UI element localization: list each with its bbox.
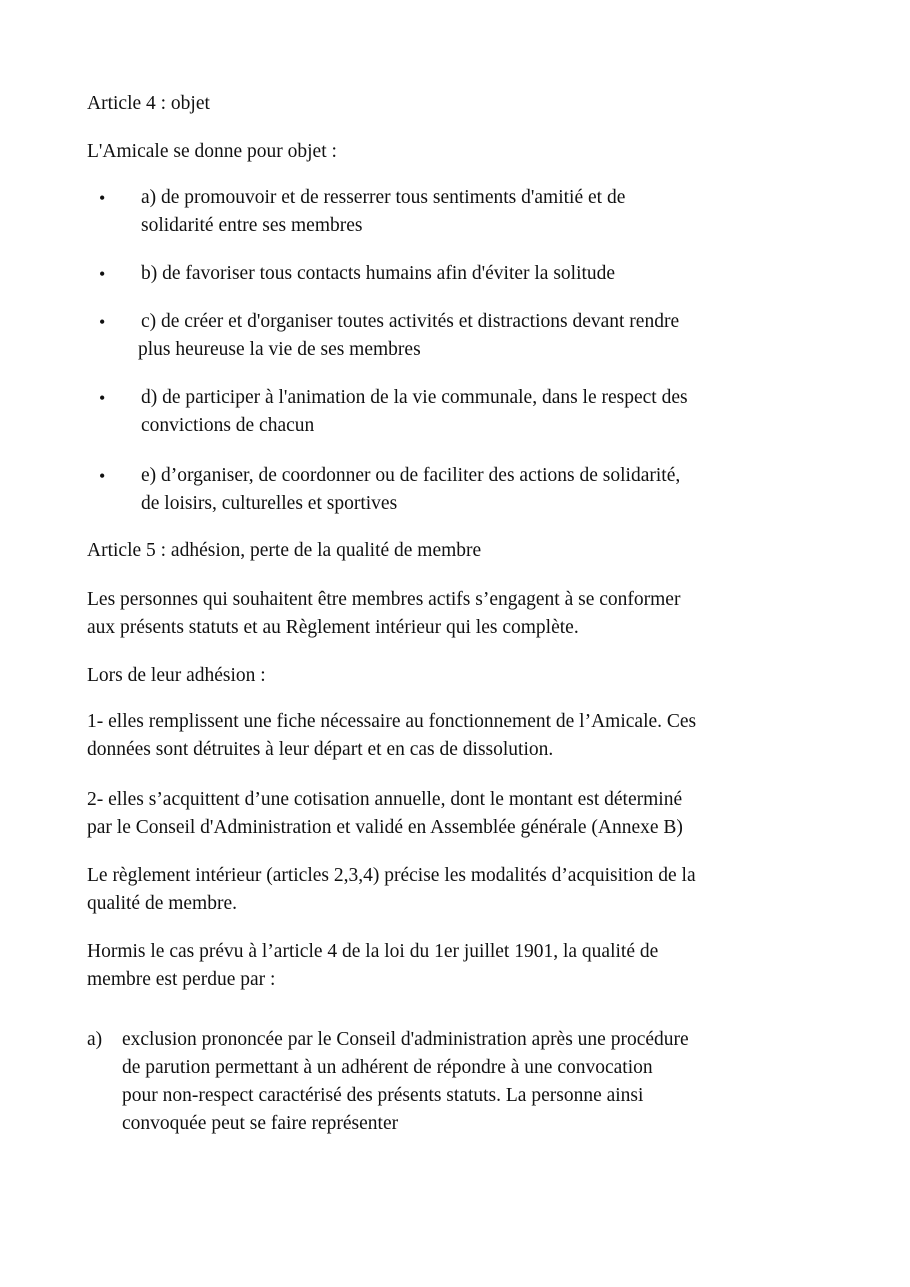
paragraph: Lors de leur adhésion :	[87, 665, 266, 686]
bullet-icon: •	[99, 466, 106, 486]
article-5-heading: Article 5 : adhésion, perte de la qualité de membre	[87, 540, 482, 561]
list-item-text: b) de favoriser tous contacts humains afin d'éviter la solitude	[141, 263, 616, 284]
paragraph: 1- elles remplissent une fiche nécessaire au fonctionnement de l’Amicale. Ces données sont détruites à leur départ et en cas de dissolution.	[87, 711, 697, 760]
list-item-text: e) d’organiser, de coordonner ou de faciliter des actions de solidarité, de loisirs, culturelles et sportives	[141, 465, 681, 514]
list-item-text: d) de participer à l'animation de la vie communale, dans le respect des convictions de chacun	[141, 387, 688, 436]
paragraph: Le règlement intérieur (articles 2,3,4) précise les modalités d’acquisition de la qualité de membre.	[87, 865, 696, 914]
paragraph: 2- elles s’acquittent d’une cotisation annuelle, dont le montant est déterminé par le Conseil d'Administration et validé en Assemblée générale (Annexe B)	[87, 789, 683, 838]
bullet-icon: •	[99, 388, 106, 408]
bullet-icon: •	[99, 264, 106, 284]
article-4-heading: Article 4 : objet	[87, 93, 210, 114]
list-item-text: a) de promouvoir et de resserrer tous sentiments d'amitié et de solidarité entre ses membres	[141, 187, 626, 236]
list-item-text: exclusion prononcée par le Conseil d'administration après une procédure de parution permettant à un adhérent de répondre à une convocation pour non-respect caractérisé des présents statuts. La personne ainsi convoquée peut se faire représenter	[122, 1029, 689, 1134]
paragraph: Hormis le cas prévu à l’article 4 de la loi du 1er juillet 1901, la qualité de membre est perdue par :	[87, 941, 659, 990]
bullet-icon: •	[99, 188, 106, 208]
list-item-text: c) de créer et d'organiser toutes activités et distractions devant rendre plus heureuse la vie de ses membres	[138, 311, 680, 360]
list-marker: a)	[87, 1029, 103, 1050]
article-4-intro: L'Amicale se donne pour objet :	[87, 141, 337, 162]
bullet-icon: •	[99, 312, 106, 332]
paragraph: Les personnes qui souhaitent être membres actifs s’engagent à se conformer aux présents statuts et au Règlement intérieur qui les complète.	[87, 589, 681, 638]
